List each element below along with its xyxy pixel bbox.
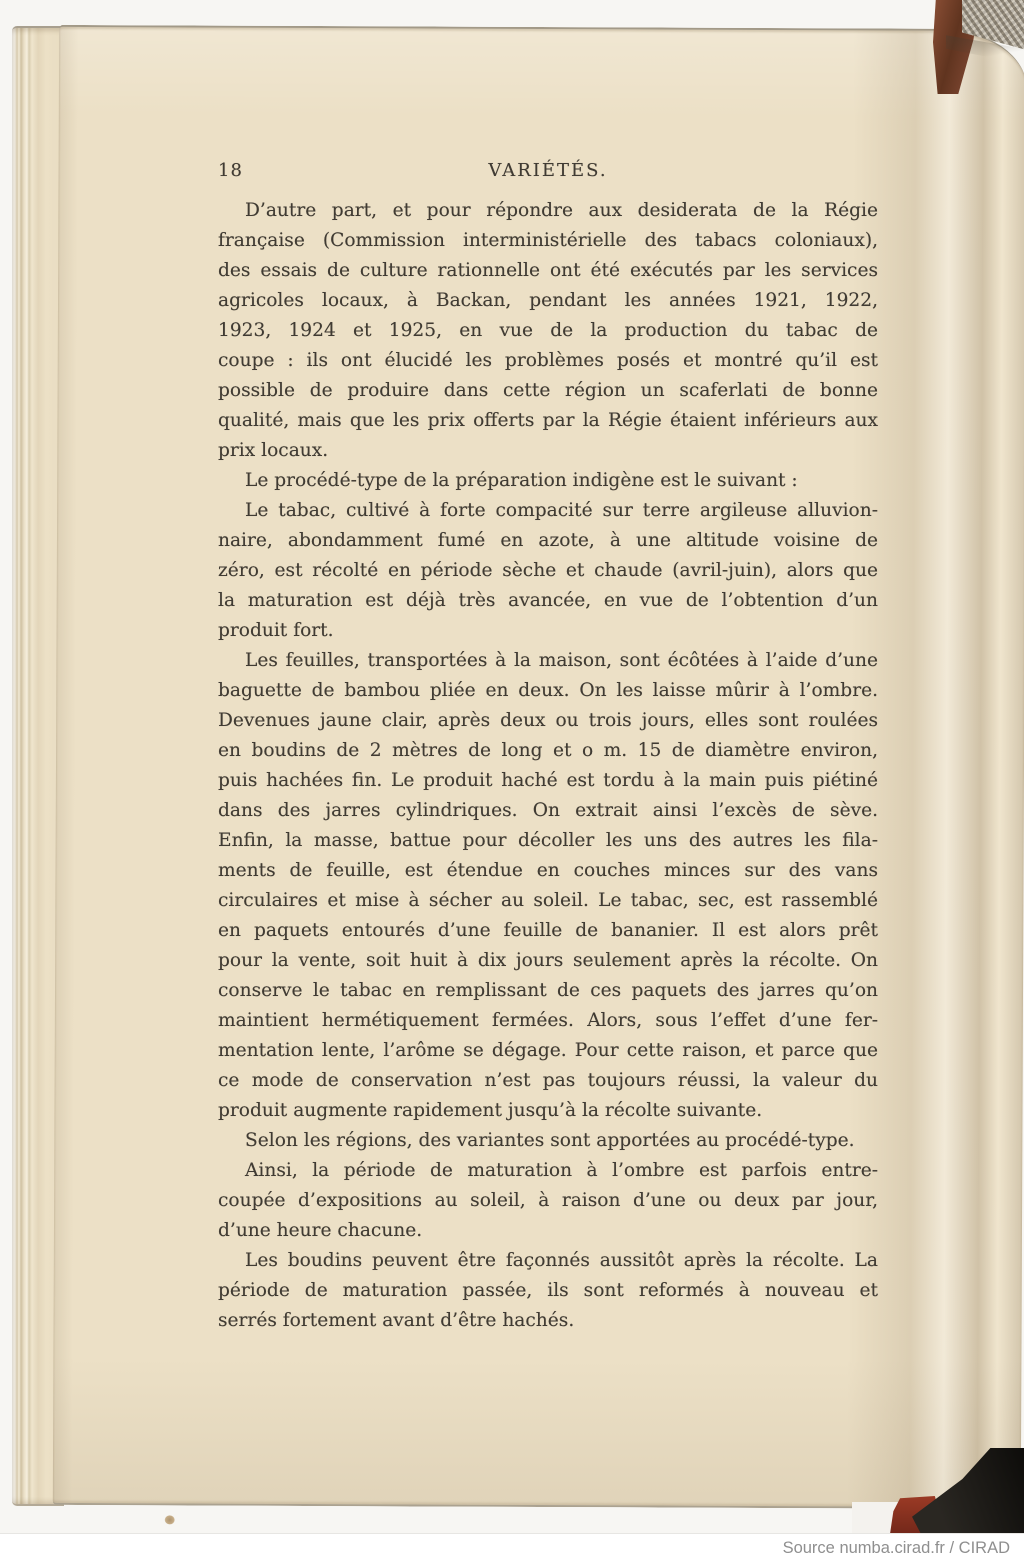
text-line: Enfin, la masse, battue pour décoller les uns des autres les fila- — [218, 830, 878, 851]
paragraph — [218, 1246, 878, 1336]
text-line: française (Commission interministérielle des tabacs coloniaux), — [218, 230, 878, 251]
paragraph — [218, 496, 878, 646]
text-line: Devenues jaune clair, après deux ou trois jours, elles sont roulées — [218, 710, 878, 731]
page-number: 18 — [218, 160, 243, 181]
paragraph — [218, 646, 878, 1126]
printed-text-layer — [218, 158, 878, 1336]
text-line: ce mode de conservation n’est pas toujours réussi, la valeur du — [218, 1070, 878, 1091]
text-line: produit fort. — [218, 620, 334, 641]
text-line: possible de produire dans cette région un scaferlati de bonne — [218, 380, 878, 401]
text-line: Selon les régions, des variantes sont apportées au procédé-type. — [245, 1130, 855, 1151]
text-line: qualité, mais que les prix offerts par la Régie étaient inférieurs aux — [218, 410, 878, 431]
text-line: des essais de culture rationnelle ont été exécutés par les services — [218, 260, 878, 281]
watermark-bar — [0, 1533, 1024, 1563]
text-line: naire, abondamment fumé en azote, à une altitude voisine de — [218, 530, 878, 551]
text-line: Le tabac, cultivé à forte compacité sur terre argileuse alluvion- — [245, 500, 878, 521]
text-line: baguette de bambou pliée en deux. On les laisse mûrir à l’ombre. — [218, 680, 878, 701]
text-line: coupe : ils ont élucidé les problèmes posés et montré qu’il est — [218, 350, 878, 371]
text-line: d’une heure chacune. — [218, 1220, 423, 1241]
text-line: dans des jarres cylindriques. On extrait ainsi l’excès de sève. — [218, 800, 878, 821]
text-line: Les feuilles, transportées à la maison, sont écôtées à l’aide d’une — [245, 650, 878, 671]
paragraph — [218, 196, 878, 466]
text-line: Les boudins peuvent être façonnés aussitôt après la récolte. La — [245, 1250, 878, 1271]
text-line: la maturation est déjà très avancée, en vue de l’obtention d’un — [218, 590, 878, 611]
text-line: prix locaux. — [218, 440, 329, 461]
text-block — [218, 196, 878, 1336]
text-line: Ainsi, la période de maturation à l’ombre est parfois entre- — [245, 1160, 878, 1181]
text-line: maintient hermétiquement fermées. Alors, sous l’effet d’une fer- — [218, 1010, 878, 1031]
paragraph — [218, 1126, 878, 1156]
text-line: Le procédé-type de la préparation indigène est le suivant : — [245, 470, 798, 491]
text-line: en paquets entourés d’une feuille de bananier. Il est alors prêt — [218, 920, 878, 941]
text-line: 1923, 1924 et 1925, en vue de la production du tabac de — [218, 320, 878, 341]
text-line: conserve le tabac en remplissant de ces paquets des jarres qu’on — [218, 980, 878, 1001]
text-line: mentation lente, l’arôme se dégage. Pour cette raison, et parce que — [218, 1040, 878, 1061]
text-line: D’autre part, et pour répondre aux desiderata de la Régie — [245, 200, 878, 221]
text-line: ments de feuille, est étendue en couches minces sur des vans — [218, 860, 878, 881]
paragraph — [218, 466, 878, 496]
text-line: coupée d’expositions au soleil, à raison d’une ou deux par jour, — [218, 1190, 878, 1211]
paper-stain — [165, 1515, 175, 1524]
page-header — [218, 158, 878, 184]
text-line: serrés fortement avant d’être hachés. — [218, 1310, 575, 1331]
text-line: puis hachées fin. Le produit haché est tordu à la main puis piétiné — [218, 770, 878, 791]
text-line: période de maturation passée, ils sont reformés à nouveau et — [218, 1280, 878, 1301]
text-line: pour la vente, soit huit à dix jours seulement après la récolte. On — [218, 950, 878, 971]
text-line: en boudins de 2 mètres de long et o m. 15 de diamètre environ, — [218, 740, 878, 761]
running-title: VARIÉTÉS. — [488, 160, 608, 181]
text-line: zéro, est récolté en période sèche et chaude (avril-juin), alors que — [218, 560, 878, 581]
text-line: circulaires et mise à sécher au soleil. Le tabac, sec, est rassemblé — [218, 890, 878, 911]
text-line: produit augmente rapidement jusqu’à la récolte suivante. — [218, 1100, 763, 1121]
paragraph — [218, 1156, 878, 1246]
text-line: agricoles locaux, à Backan, pendant les années 1921, 1922, — [218, 290, 878, 311]
watermark-text: Source numba.cirad.fr / CIRAD — [782, 1539, 1010, 1557]
